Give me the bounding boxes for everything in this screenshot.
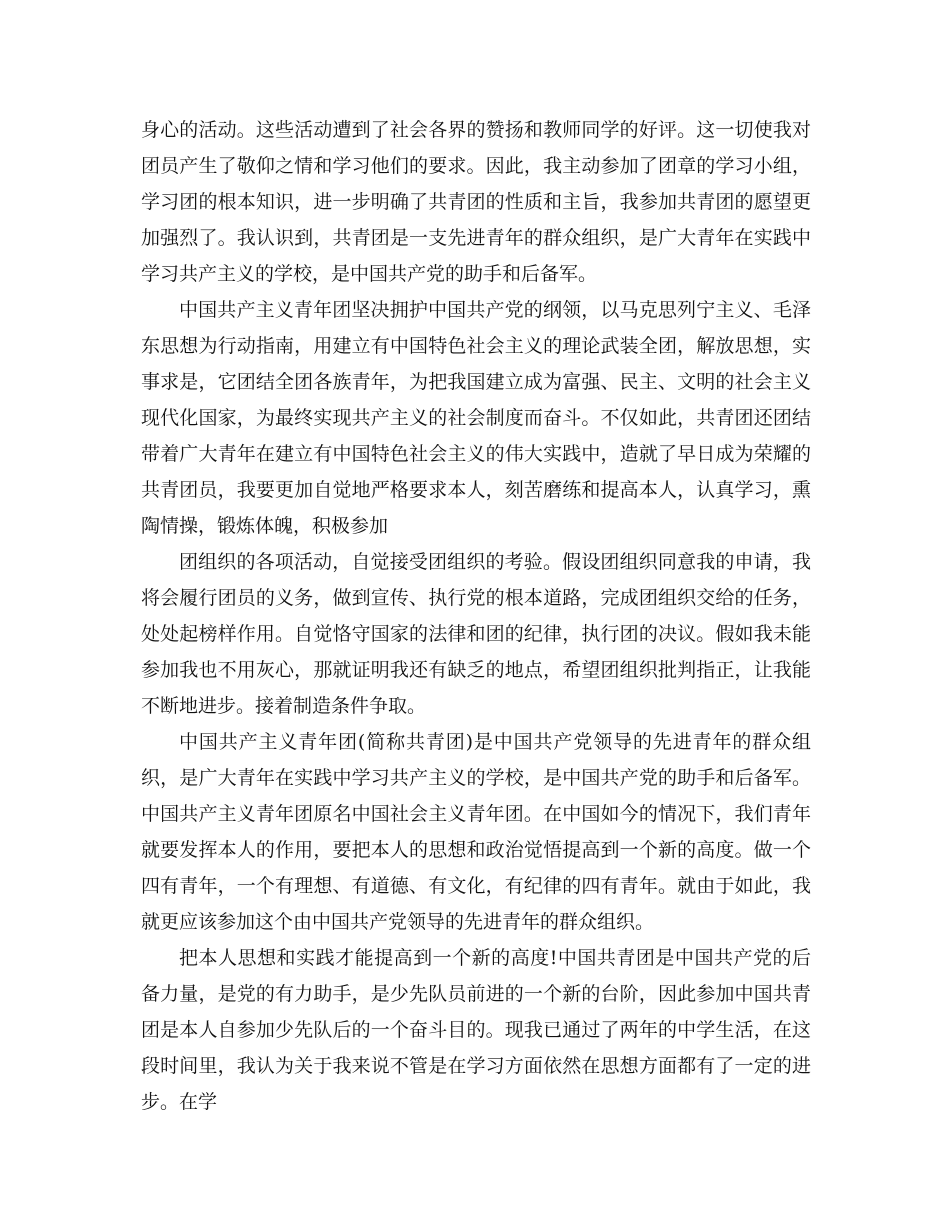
document-body [141, 112, 811, 1120]
paragraph-4: 中国共产主义青年团(简称共青团)是中国共产党领导的先进青年的群众组织，是广大青年在实践中学习共产主义的学校，是中国共产党的助手和后备军。中国共产主义青年团原名中国社会主义青年团。在中国如今的情况下，我们青年就要发挥本人的作用，要把本人的思想和政治觉悟提高到一个新的高度。做一个四有青年，一个有理想、有道德、有文化，有纪律的四有青年。就由于如此，我就更应该参加这个由中国共产党领导的先进青年的群众组织。 [141, 731, 811, 933]
paragraph-2: 中国共产主义青年团坚决拥护中国共产党的纲领，以马克思列宁主义、毛泽东思想为行动指南，用建立有中国特色社会主义的理论武装全团，解放思想，实事求是，它团结全团各族青年，为把我国建立成为富强、民主、文明的社会主义现代化国家，为最终实现共产主义的社会制度而奋斗。不仅如此，共青团还团结带着广大青年在建立有中国特色社会主义的伟大实践中，造就了早日成为荣耀的共青团员，我要更加自觉地严格要求本人，刻苦磨练和提高本人，认真学习，熏陶情操，锻炼体魄，积极参加 [141, 299, 811, 537]
paragraph-5: 把本人思想和实践才能提高到一个新的高度!中国共青团是中国共产党的后备力量，是党的有力助手，是少先队员前进的一个新的台阶，因此参加中国共青团是本人自参加少先队后的一个奋斗目的。现我已通过了两年的中学生活，在这段时间里，我认为关于我来说不管是在学习方面依然在思想方面都有了一定的进步。在学 [141, 947, 811, 1113]
paragraph-3: 团组织的各项活动，自觉接受团组织的考验。假设团组织同意我的申请，我将会履行团员的义务，做到宣传、执行党的根本道路，完成团组织交给的任务，处处起榜样作用。自觉恪守国家的法律和团的纪律，执行团的决议。假如我未能参加我也不用灰心，那就证明我还有缺乏的地点，希望团组织批判指正，让我能不断地进步。接着制造条件争取。 [141, 551, 811, 717]
paragraph-1: 身心的活动。这些活动遭到了社会各界的赞扬和教师同学的好评。这一切使我对团员产生了敬仰之情和学习他们的要求。因此，我主动参加了团章的学习小组，学习团的根本知识，进一步明确了共青团的性质和主旨，我参加共青团的愿望更加强烈了。我认识到，共青团是一支先进青年的群众组织，是广大青年在实践中学习共产主义的学校，是中国共产党的助手和后备军。 [141, 119, 811, 285]
